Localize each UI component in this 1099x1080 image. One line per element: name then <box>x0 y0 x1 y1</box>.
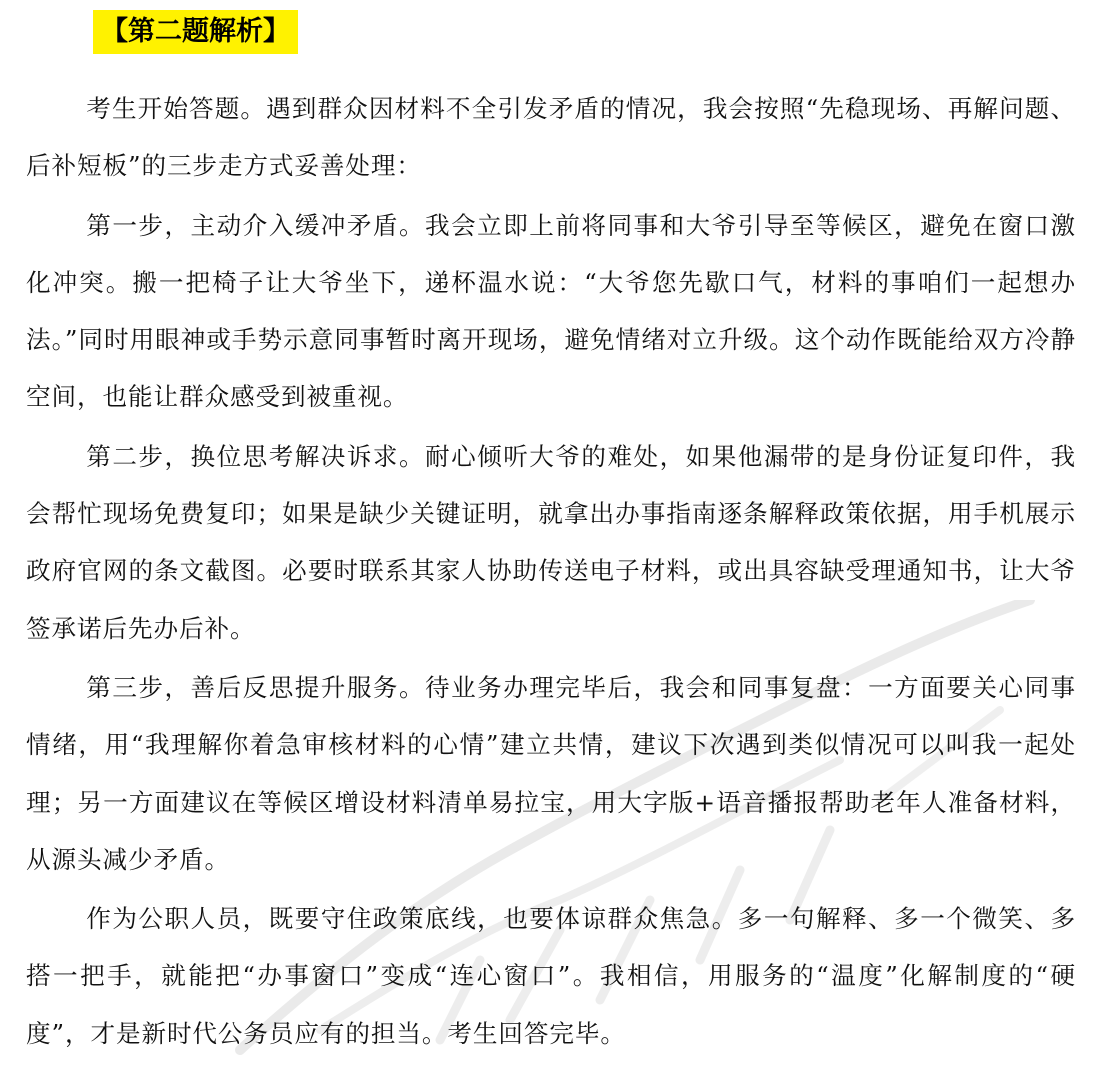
section-heading: 【第二题解析】 <box>93 10 298 54</box>
paragraph-step-three: 第三步，善后反思提升服务。待业务办理完毕后，我会和同事复盘：一方面要关心同事情绪，用“我理解你着急审核材料的心情”建立共情，建议下次遇到类似情况可以叫我一起处理；另一方面建议在等候区增设材料清单易拉宝，用大字版+语音播报帮助老年人准备材料，从源头减少矛盾。 <box>26 672 1076 874</box>
paragraph-step-one: 第一步，主动介入缓冲矛盾。我会立即上前将同事和大爷引导至等候区，避免在窗口激化冲突。搬一把椅子让大爷坐下，递杯温水说：“大爷您先歇口气，材料的事咱们一起想办法。”同时用眼神或手势示意同事暂时离开现场，避免情绪对立升级。这个动作既能给双方冷静空间，也能让群众感受到被重视。 <box>26 210 1076 412</box>
paragraph-step-two: 第二步，换位思考解决诉求。耐心倾听大爷的难处，如果他漏带的是身份证复印件，我会帮忙现场免费复印；如果是缺少关键证明，就拿出办事指南逐条解释政策依据，用手机展示政府官网的条文截图。必要时联系其家人协助传送电子材料，或出具容缺受理通知书，让大爷签承诺后先办后补。 <box>26 441 1076 643</box>
paragraph-conclusion: 作为公职人员，既要守住政策底线，也要体谅群众焦急。多一句解释、多一个微笑、多搭一把手，就能把“办事窗口”变成“连心窗口”。我相信，用服务的“温度”化解制度的“硬度”，才是新时代公务员应有的担当。考生回答完毕。 <box>26 904 1076 1048</box>
analysis-body <box>26 80 1076 1064</box>
paragraph-intro: 考生开始答题。遇到群众因材料不全引发矛盾的情况，我会按照“先稳现场、再解问题、后补短板”的三步走方式妥善处理： <box>26 94 1076 181</box>
